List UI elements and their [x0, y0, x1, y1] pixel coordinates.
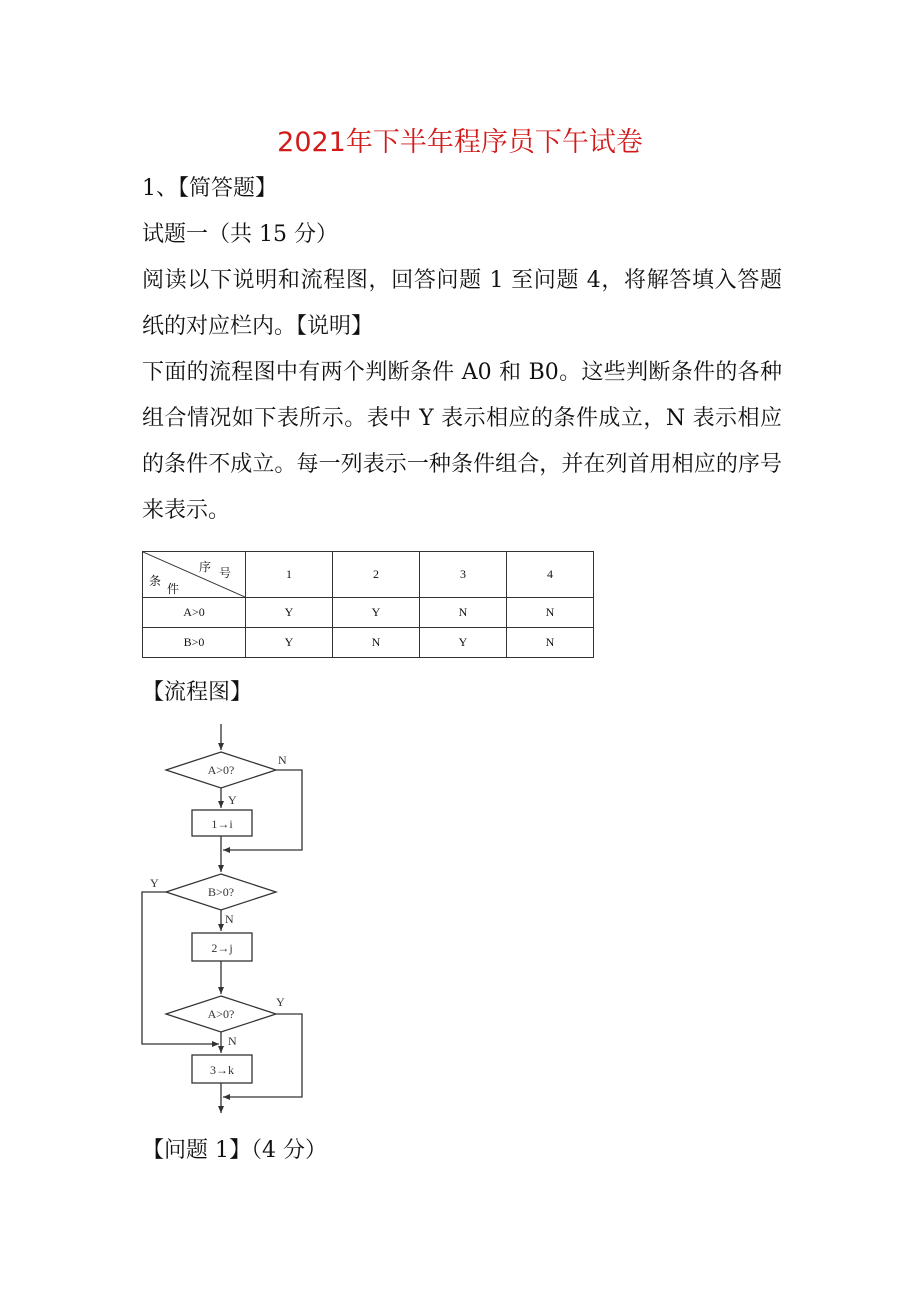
question1-heading: 【问题 1】（4 分）	[142, 1138, 327, 1163]
question-heading: 试题一（共 15 分）	[142, 222, 338, 247]
d2-yes-label: Y	[150, 876, 159, 890]
d3-no-label: N	[228, 1034, 237, 1048]
d1-no-label: N	[278, 753, 287, 767]
column-header: 4	[507, 552, 594, 598]
process-j-label: 2→j	[211, 941, 233, 955]
column-header: 2	[333, 552, 420, 598]
header-label-jian: 件	[167, 582, 180, 596]
table-row	[143, 628, 594, 658]
d2-no-label: N	[225, 912, 234, 926]
table-cell: N	[420, 598, 507, 628]
column-header: 1	[246, 552, 333, 598]
table-header-row	[143, 552, 594, 598]
table-row	[143, 598, 594, 628]
decision-a-label: A>0?	[207, 763, 235, 777]
d1-yes-label: Y	[228, 793, 237, 807]
instructions-paragraph: 阅读以下说明和流程图，回答问题 1 至问题 4，将解答填入答题纸的对应栏内。【说明】	[142, 268, 782, 339]
table-cell: N	[507, 598, 594, 628]
table-cell: N	[333, 628, 420, 658]
row-label: A>0	[143, 598, 246, 628]
process-k-label: 3→k	[210, 1063, 234, 1077]
flowchart	[138, 722, 318, 1117]
flowchart-heading: 【流程图】	[142, 680, 253, 705]
table-cell: Y	[333, 598, 420, 628]
table-cell: Y	[246, 628, 333, 658]
condition-table	[142, 551, 594, 658]
table-cell: Y	[246, 598, 333, 628]
process-i-label: 1→i	[211, 817, 233, 831]
d3-yes-label: Y	[276, 995, 285, 1009]
decision-b-label: B>0?	[207, 885, 235, 899]
description-paragraph: 下面的流程图中有两个判断条件 A0 和 B0。这些判断条件的各种组合情况如下表所示。表中 Y 表示相应的条件成立，N 表示相应的条件不成立。每一列表示一种条件组合，并在列首用相应的序号来表示。	[142, 360, 782, 523]
question-number: 1、【简答题】	[142, 176, 277, 201]
table-cell: Y	[420, 628, 507, 658]
header-label-hao: 号	[219, 566, 232, 580]
table-cell: N	[507, 628, 594, 658]
header-label-tiao: 条	[149, 574, 162, 588]
row-label: B>0	[143, 628, 246, 658]
decision-a2-label: A>0?	[207, 1007, 235, 1021]
column-header: 3	[420, 552, 507, 598]
table-corner-cell	[143, 552, 246, 598]
page-title: 2021年下半年程序员下午试卷	[277, 127, 643, 158]
header-label-xu: 序	[199, 560, 212, 574]
